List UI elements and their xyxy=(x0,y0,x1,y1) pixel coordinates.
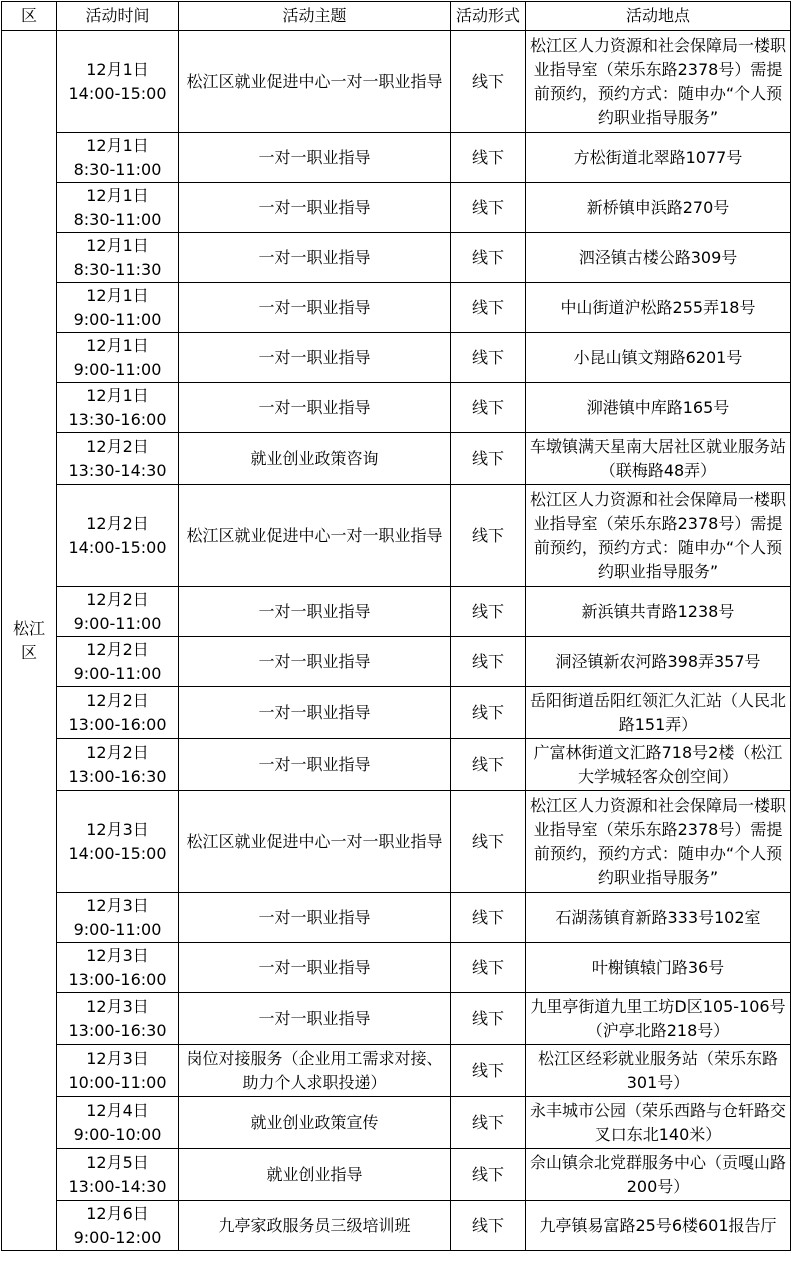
time-cell xyxy=(57,791,179,893)
form-cell: 线下 xyxy=(451,587,526,637)
form-cell: 线下 xyxy=(451,1097,526,1149)
topic-cell: 一对一职业指导 xyxy=(179,637,451,687)
date-text: 12月3日 xyxy=(86,1048,149,1068)
location-cell: 泗泾镇古楼公路309号 xyxy=(526,233,791,283)
location-cell: 佘山镇佘北党群服务中心（贡嘎山路200号） xyxy=(526,1149,791,1201)
header-district: 区 xyxy=(2,2,57,31)
time-cell xyxy=(57,31,179,133)
table-row xyxy=(2,383,791,433)
time-text: 14:00-15:00 xyxy=(68,843,167,863)
time-text: 13:00-16:30 xyxy=(68,766,167,786)
table-row xyxy=(2,893,791,943)
time-cell xyxy=(57,943,179,993)
date-text: 12月2日 xyxy=(86,639,149,659)
location-cell: 洞泾镇新农河路398弄357号 xyxy=(526,637,791,687)
topic-cell: 岗位对接服务（企业用工需求对接、助力个人求职投递） xyxy=(179,1045,451,1097)
topic-cell: 一对一职业指导 xyxy=(179,333,451,383)
time-text: 13:00-16:00 xyxy=(68,969,167,989)
table-row xyxy=(2,993,791,1045)
activity-table xyxy=(1,1,791,1251)
time-cell xyxy=(57,587,179,637)
time-text: 13:00-16:00 xyxy=(68,714,167,734)
time-text: 9:00-10:00 xyxy=(73,1124,162,1144)
form-cell: 线下 xyxy=(451,687,526,739)
location-cell: 小昆山镇文翔路6201号 xyxy=(526,333,791,383)
topic-cell: 就业创业指导 xyxy=(179,1149,451,1201)
time-text: 13:30-16:00 xyxy=(68,409,167,429)
date-text: 12月1日 xyxy=(86,285,149,305)
time-text: 9:00-11:00 xyxy=(73,359,162,379)
header-time: 活动时间 xyxy=(57,2,179,31)
table-row xyxy=(2,1149,791,1201)
location-cell: 永丰城市公园（荣乐西路与仓轩路交叉口东北140米） xyxy=(526,1097,791,1149)
topic-cell: 一对一职业指导 xyxy=(179,687,451,739)
header-row xyxy=(2,2,791,31)
date-text: 12月4日 xyxy=(86,1100,149,1120)
topic-cell: 一对一职业指导 xyxy=(179,739,451,791)
topic-cell: 一对一职业指导 xyxy=(179,283,451,333)
date-text: 12月3日 xyxy=(86,945,149,965)
form-cell: 线下 xyxy=(451,943,526,993)
location-cell: 松江区人力资源和社会保障局一楼职业指导室（荣乐东路2378号）需提前预约，预约方式：随申办“个人预约职业指导服务” xyxy=(526,31,791,133)
table-row xyxy=(2,943,791,993)
table-row xyxy=(2,739,791,791)
time-text: 14:00-15:00 xyxy=(68,537,167,557)
date-text: 12月2日 xyxy=(86,589,149,609)
form-cell: 线下 xyxy=(451,893,526,943)
table-row xyxy=(2,433,791,485)
topic-cell: 一对一职业指导 xyxy=(179,993,451,1045)
time-cell xyxy=(57,485,179,587)
time-text: 10:00-11:00 xyxy=(68,1072,167,1092)
header-topic: 活动主题 xyxy=(179,2,451,31)
location-cell: 新浜镇共青路1238号 xyxy=(526,587,791,637)
form-cell: 线下 xyxy=(451,1045,526,1097)
table-row xyxy=(2,687,791,739)
time-text: 13:30-14:30 xyxy=(68,460,167,480)
form-cell: 线下 xyxy=(451,993,526,1045)
time-cell xyxy=(57,1045,179,1097)
form-cell: 线下 xyxy=(451,1149,526,1201)
time-text: 8:30-11:30 xyxy=(73,259,162,279)
topic-cell: 松江区就业促进中心一对一职业指导 xyxy=(179,31,451,133)
form-cell: 线下 xyxy=(451,637,526,687)
district-cell: 松江区 xyxy=(2,31,57,1251)
time-text: 9:00-12:00 xyxy=(73,1227,162,1247)
topic-cell: 一对一职业指导 xyxy=(179,183,451,233)
topic-cell: 松江区就业促进中心一对一职业指导 xyxy=(179,485,451,587)
table-row xyxy=(2,485,791,587)
date-text: 12月1日 xyxy=(86,59,149,79)
time-text: 13:00-14:30 xyxy=(68,1176,167,1196)
time-text: 9:00-11:00 xyxy=(73,613,162,633)
form-cell: 线下 xyxy=(451,1201,526,1251)
location-cell: 中山街道沪松路255弄18号 xyxy=(526,283,791,333)
table-row xyxy=(2,637,791,687)
header-location: 活动地点 xyxy=(526,2,791,31)
table-row xyxy=(2,31,791,133)
topic-cell: 一对一职业指导 xyxy=(179,383,451,433)
location-cell: 泖港镇中库路165号 xyxy=(526,383,791,433)
date-text: 12月1日 xyxy=(86,385,149,405)
date-text: 12月3日 xyxy=(86,819,149,839)
date-text: 12月2日 xyxy=(86,513,149,533)
topic-cell: 九亭家政服务员三级培训班 xyxy=(179,1201,451,1251)
location-cell: 岳阳街道岳阳红领汇久汇站（人民北路151弄） xyxy=(526,687,791,739)
form-cell: 线下 xyxy=(451,433,526,485)
time-cell xyxy=(57,637,179,687)
topic-cell: 就业创业政策咨询 xyxy=(179,433,451,485)
location-cell: 广富林街道文汇路718号2楼（松江大学城轻客众创空间） xyxy=(526,739,791,791)
form-cell: 线下 xyxy=(451,739,526,791)
table-row xyxy=(2,133,791,183)
time-cell xyxy=(57,183,179,233)
table-row xyxy=(2,791,791,893)
date-text: 12月2日 xyxy=(86,690,149,710)
topic-cell: 就业创业政策宣传 xyxy=(179,1097,451,1149)
date-text: 12月1日 xyxy=(86,235,149,255)
time-cell xyxy=(57,739,179,791)
topic-cell: 松江区就业促进中心一对一职业指导 xyxy=(179,791,451,893)
location-cell: 新桥镇申浜路270号 xyxy=(526,183,791,233)
location-cell: 松江区人力资源和社会保障局一楼职业指导室（荣乐东路2378号）需提前预约，预约方式：随申办“个人预约职业指导服务” xyxy=(526,791,791,893)
form-cell: 线下 xyxy=(451,31,526,133)
time-cell xyxy=(57,893,179,943)
date-text: 12月1日 xyxy=(86,185,149,205)
table-row xyxy=(2,333,791,383)
table-row xyxy=(2,1045,791,1097)
location-cell: 九亭镇易富路25号6楼601报告厅 xyxy=(526,1201,791,1251)
time-cell xyxy=(57,993,179,1045)
topic-cell: 一对一职业指导 xyxy=(179,233,451,283)
date-text: 12月1日 xyxy=(86,135,149,155)
time-cell xyxy=(57,283,179,333)
table-row xyxy=(2,587,791,637)
form-cell: 线下 xyxy=(451,133,526,183)
time-cell xyxy=(57,133,179,183)
time-cell xyxy=(57,1149,179,1201)
topic-cell: 一对一职业指导 xyxy=(179,587,451,637)
location-cell: 石湖荡镇育新路333号102室 xyxy=(526,893,791,943)
date-text: 12月3日 xyxy=(86,996,149,1016)
time-cell xyxy=(57,433,179,485)
time-text: 14:00-15:00 xyxy=(68,83,167,103)
topic-cell: 一对一职业指导 xyxy=(179,133,451,183)
location-cell: 九里亭街道九里工坊D区105-106号（沪亭北路218号） xyxy=(526,993,791,1045)
form-cell: 线下 xyxy=(451,485,526,587)
location-cell: 方松街道北翠路1077号 xyxy=(526,133,791,183)
date-text: 12月2日 xyxy=(86,742,149,762)
form-cell: 线下 xyxy=(451,383,526,433)
header-form: 活动形式 xyxy=(451,2,526,31)
table-row xyxy=(2,1201,791,1251)
table-row xyxy=(2,183,791,233)
time-cell xyxy=(57,1097,179,1149)
form-cell: 线下 xyxy=(451,791,526,893)
time-text: 13:00-16:30 xyxy=(68,1020,167,1040)
table-row xyxy=(2,233,791,283)
time-text: 8:30-11:00 xyxy=(73,159,162,179)
time-cell xyxy=(57,333,179,383)
location-cell: 松江区经彩就业服务站（荣乐东路301号） xyxy=(526,1045,791,1097)
form-cell: 线下 xyxy=(451,333,526,383)
location-cell: 叶榭镇辕门路36号 xyxy=(526,943,791,993)
form-cell: 线下 xyxy=(451,183,526,233)
time-cell xyxy=(57,687,179,739)
table-row xyxy=(2,283,791,333)
topic-cell: 一对一职业指导 xyxy=(179,893,451,943)
date-text: 12月1日 xyxy=(86,335,149,355)
time-text: 9:00-11:00 xyxy=(73,309,162,329)
location-cell: 松江区人力资源和社会保障局一楼职业指导室（荣乐东路2378号）需提前预约，预约方式：随申办“个人预约职业指导服务” xyxy=(526,485,791,587)
date-text: 12月5日 xyxy=(86,1152,149,1172)
time-text: 9:00-11:00 xyxy=(73,919,162,939)
table-body xyxy=(2,31,791,1251)
time-text: 9:00-11:00 xyxy=(73,663,162,683)
location-cell: 车墩镇满天星南大居社区就业服务站（联梅路48弄） xyxy=(526,433,791,485)
time-cell xyxy=(57,1201,179,1251)
topic-cell: 一对一职业指导 xyxy=(179,943,451,993)
date-text: 12月2日 xyxy=(86,436,149,456)
date-text: 12月3日 xyxy=(86,895,149,915)
table-row xyxy=(2,1097,791,1149)
form-cell: 线下 xyxy=(451,283,526,333)
time-text: 8:30-11:00 xyxy=(73,209,162,229)
date-text: 12月6日 xyxy=(86,1203,149,1223)
time-cell xyxy=(57,383,179,433)
form-cell: 线下 xyxy=(451,233,526,283)
time-cell xyxy=(57,233,179,283)
